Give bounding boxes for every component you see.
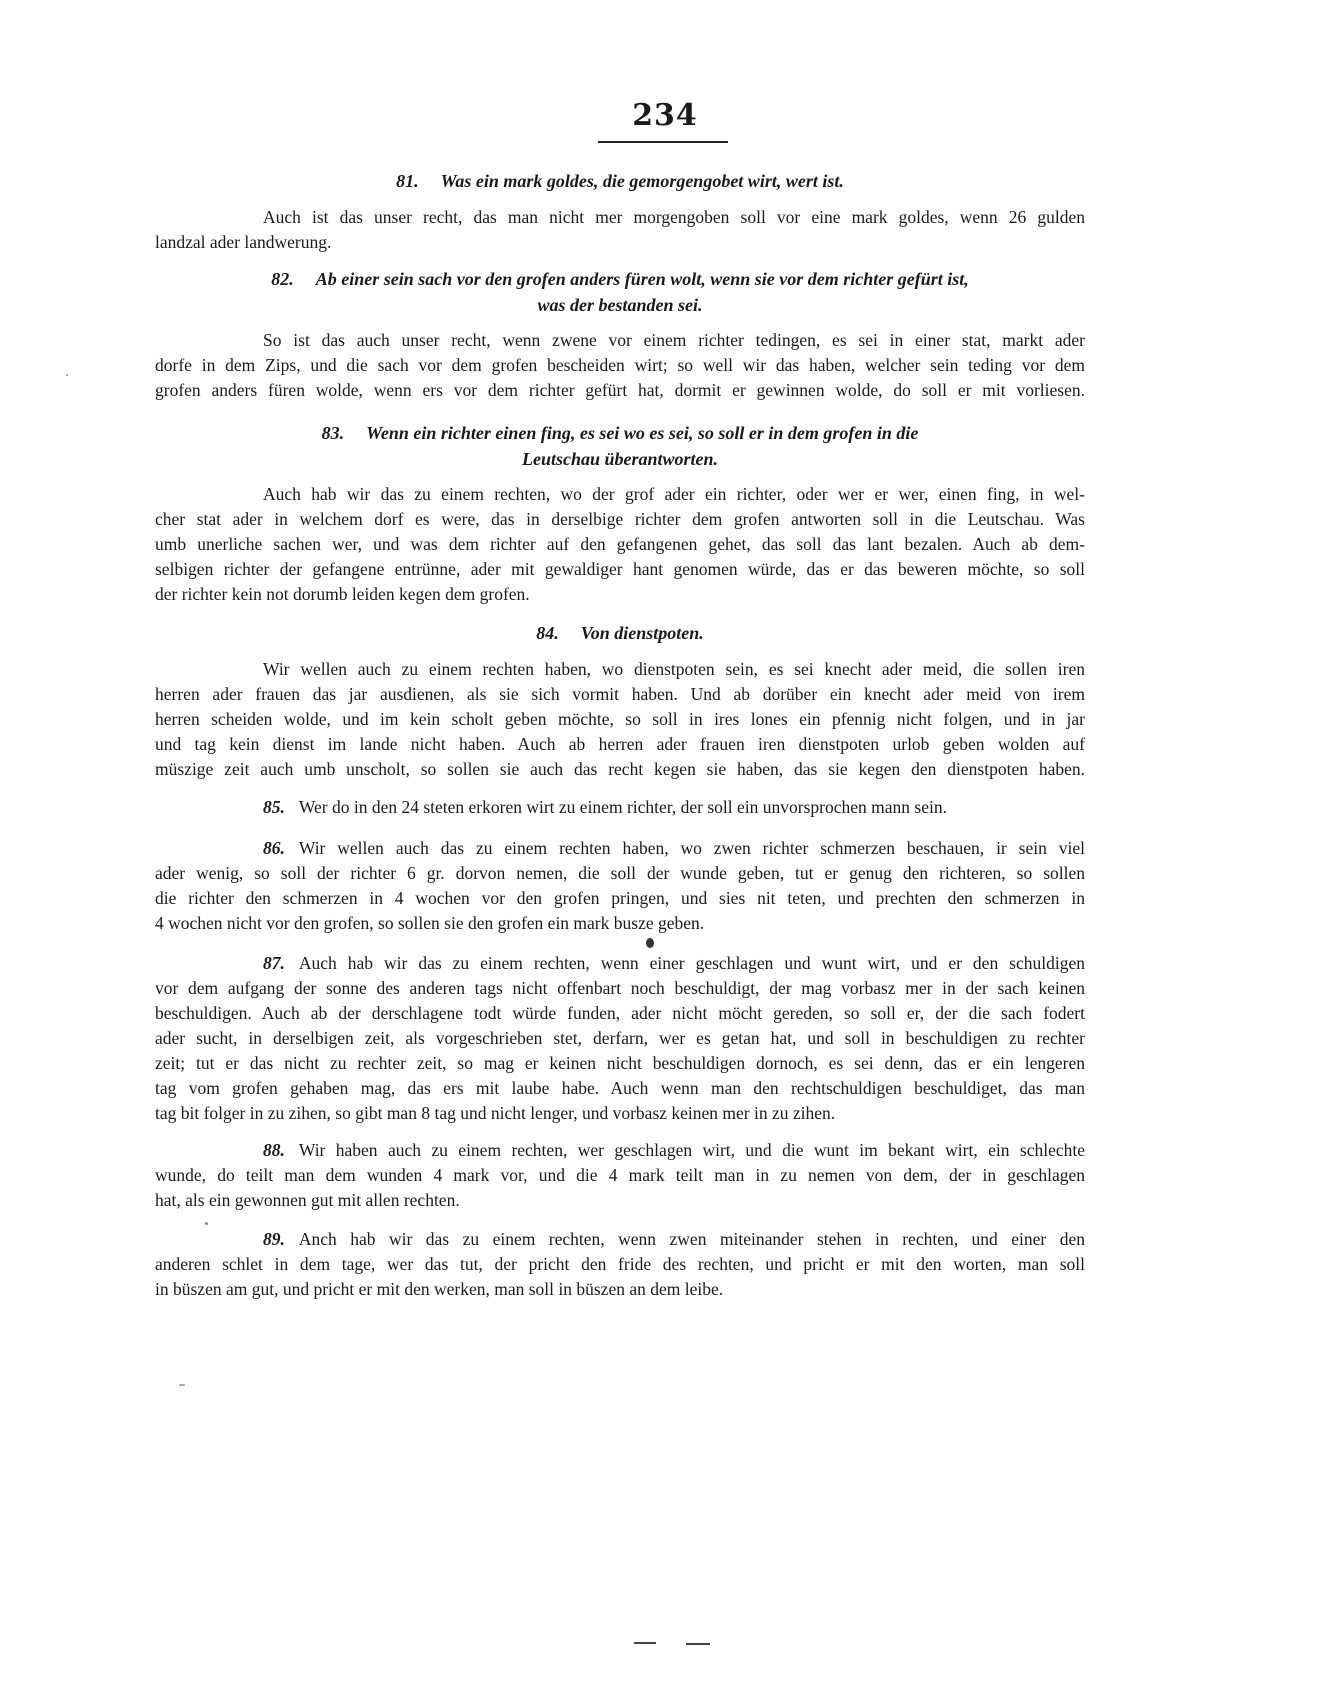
body-line: [155, 1138, 1085, 1163]
body-line: und tag kein dienst im lande nicht haben. Auch ab herren ader frauen iren dienstpoten urlob geben wolden auf: [155, 734, 1085, 754]
body-line: umb unerliche sachen wer, und was dem richter auf den gefangenen gehet, das soll das lant bezalen. Auch ab dem-: [155, 534, 1085, 554]
body-text: Anch hab wir das zu einem rechten, wenn zwen miteinander stehen in rechten, und einer den: [298, 1229, 1085, 1249]
section-83-body: [155, 482, 1085, 607]
footer-mark: [634, 1642, 656, 1644]
section-number: 81.: [396, 171, 419, 191]
body-line: tag bit folger in zu zihen, so gibt man 8 tag und nicht lenger, und vorbasz keinen mer in zu zihen.: [155, 1103, 836, 1123]
body-line: [155, 836, 1085, 861]
ink-speck: [646, 938, 654, 948]
section-heading: [155, 620, 1085, 646]
body-line: die richter den schmerzen in 4 wochen vor den grofen pringen, und sies nit teten, und prechten den schmerzen in: [155, 888, 1085, 908]
body-line: Auch hab wir das zu einem rechten, wo der grof ader ein richter, oder wer er wer, einen fing, in wel-: [263, 484, 1085, 504]
body-line: tag vom grofen gehaben mag, das ers mit laube habe. Auch wenn man den rechtschuldigen beschuldiget, das man: [155, 1078, 1085, 1098]
section-number: 86.: [263, 838, 285, 858]
section-heading: [155, 266, 1085, 292]
body-line: dorfe in dem Zips, und die sach vor dem grofen bescheiden wirt; so well wir das haben, welcher sein teding vor dem: [155, 355, 1085, 375]
body-line: landzal ader landwerung.: [155, 232, 332, 252]
section-number: 82.: [271, 269, 294, 289]
body-line: herren scheiden wolde, und im kein scholt geben möchte, so soll in ires lones ein pfennig nicht folgen, und in jar: [155, 709, 1085, 729]
section-number: 83.: [321, 423, 345, 443]
ink-speck: [66, 374, 68, 376]
body-line: vor dem aufgang der sonne des anderen tags nicht offenbart noch beschuldigt, der mag vorbasz mer in der sach keinen: [155, 978, 1085, 998]
heading-line: Was ein mark goldes, die gemorgengobet wirt, wert ist.: [440, 171, 844, 191]
section-number: 88.: [263, 1140, 285, 1160]
section-82-body: [155, 328, 1085, 403]
ink-speck: [205, 1222, 208, 1225]
section-number: 84.: [536, 623, 559, 643]
body-text: Wir wellen auch das zu einem rechten haben, wo zwen richter schmerzen beschauen, ir sein viel: [298, 838, 1085, 858]
body-line: 4 wochen nicht vor den grofen, so sollen sie den grofen ein mark busze geben.: [155, 913, 705, 933]
ink-speck: [179, 1384, 185, 1386]
page-number: 234: [632, 98, 698, 133]
heading-line: Leutschau überantworten.: [521, 449, 719, 469]
section-86: [155, 836, 1085, 936]
body-line: beschuldigen. Auch ab der derschlagene todt würde funden, ader nicht möcht gereden, so soll er, der die sach fodert: [155, 1003, 1085, 1023]
body-line: müszige zeit auch umb unscholt, so sollen sie auch das recht kegen sie haben, das sie kegen den dienstpoten haben.: [155, 759, 1085, 779]
section-83: [155, 420, 1085, 472]
section-89: [155, 1227, 1085, 1302]
heading-line: Wenn ein richter einen fing, es sei wo es sei, so soll er in dem grofen in die: [366, 423, 919, 443]
body-line: selbigen richter der gefangene entrünne, ader mit gewaldiger hant genomen würde, das er das beweren möchte, so soll: [155, 559, 1085, 579]
body-line: [155, 951, 1085, 976]
body-line: grofen anders füren wolde, wenn ers vor dem richter gefürt hat, dormit er gewinnen wolde, do soll er mit vorliesen.: [155, 380, 1085, 400]
body-line: in büszen am gut, und pricht er mit den werken, man soll in büszen an dem leibe.: [155, 1279, 724, 1299]
section-heading: [155, 420, 1085, 446]
body-line: So ist das auch unser recht, wenn zwene vor einem richter tedingen, es sei in einer stat, markt ader: [263, 330, 1085, 350]
heading-line: Ab einer sein sach vor den grofen anders füren wolt, wenn sie vor dem richter gefürt ist,: [315, 269, 969, 289]
section-number: 87.: [263, 953, 285, 973]
section-number: 89.: [263, 1229, 285, 1249]
body-line: cher stat ader in welchem dorf es were, das in derselbige richter dem grofen antworten soll in die Leutschau. Was: [155, 509, 1085, 529]
body-line: hat, als ein gewonnen gut mit allen rechten.: [155, 1190, 460, 1210]
footer-mark: [686, 1643, 710, 1645]
section-81: [155, 168, 1085, 194]
body-line: herren ader frauen das jar ausdienen, als sie sich vormit haben. Und ab dorüber ein knecht ader meid von irem: [155, 684, 1085, 704]
body-line: [155, 1227, 1085, 1252]
section-number: 85.: [263, 797, 285, 817]
section-84-body: [155, 657, 1085, 782]
body-line: Wir wellen auch zu einem rechten haben, wo dienstpoten sein, es sei knecht ader meid, die sollen iren: [263, 659, 1085, 679]
section-84: [155, 620, 1085, 646]
heading-line: was der bestanden sei.: [537, 295, 703, 315]
body-line: [155, 795, 1085, 820]
section-81-body: [155, 205, 1085, 255]
section-82: [155, 266, 1085, 318]
section-heading: [155, 292, 1085, 318]
body-line: ader wenig, so soll der richter 6 gr. dorvon nemen, die soll der wunde geben, tut er genug den richteren, so sollen: [155, 863, 1085, 883]
body-line: wunde, do teilt man dem wunden 4 mark vor, und die 4 mark teilt man in zu nemen von dem, der in geschlagen: [155, 1165, 1085, 1185]
section-heading: [155, 168, 1085, 194]
section-88: [155, 1138, 1085, 1213]
section-heading: [155, 446, 1085, 472]
body-text: Wir haben auch zu einem rechten, wer geschlagen wirt, und die wunt im bekant wirt, ein schlechte: [298, 1140, 1085, 1160]
body-line: ader sucht, in derselbigen zeit, als vorgeschrieben stet, derfarn, wer es getan hat, und soll in beschuldigen zu rechter: [155, 1028, 1085, 1048]
body-line: Auch ist das unser recht, das man nicht mer morgengoben soll vor eine mark goldes, wenn 26 gulden: [263, 207, 1085, 227]
page-number-rule: [598, 141, 728, 143]
body-line: zeit; tut er das nicht zu rechter zeit, so mag er keinen nicht beschuldigen dornoch, es sei denn, das er ein lengeren: [155, 1053, 1085, 1073]
body-text: Wer do in den 24 steten erkoren wirt zu einem richter, der soll ein unvorsprochen mann sein.: [298, 797, 947, 817]
body-line: der richter kein not dorumb leiden kegen dem grofen.: [155, 584, 530, 604]
section-85: [155, 795, 1085, 820]
body-text: Auch hab wir das zu einem rechten, wenn einer geschlagen und wunt wirt, und er den schuldigen: [298, 953, 1085, 973]
heading-line: Von dienstpoten.: [580, 623, 704, 643]
section-87: [155, 951, 1085, 1126]
body-line: anderen schlet in dem tage, wer das tut, der pricht den fride des rechten, und pricht er mit den worten, man soll: [155, 1254, 1085, 1274]
